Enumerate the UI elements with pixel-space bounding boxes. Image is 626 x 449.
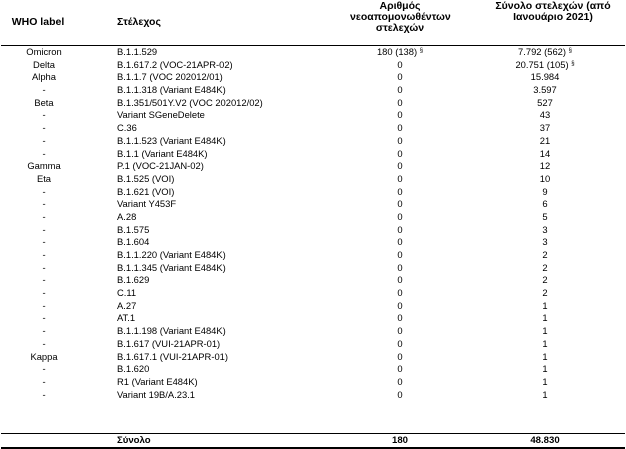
strain-cell-value: B.1.1.7 (VOC 202012/01) — [117, 71, 223, 83]
table-row — [0, 135, 626, 148]
strain-cell-value: B.1.604 — [117, 236, 150, 248]
new-count-cell — [360, 274, 440, 287]
total-count-cell-value: 1 — [542, 312, 548, 324]
table-row — [0, 236, 626, 249]
new-count-cell — [360, 262, 440, 275]
table-row — [0, 198, 626, 211]
total-count-cell — [470, 109, 620, 122]
new-count-cell-value: 0 — [397, 274, 403, 286]
who-label-cell — [2, 97, 86, 110]
table-row — [0, 122, 626, 135]
strain-cell — [117, 376, 198, 389]
header-new-count: Αριθμός νεοαπομονωθέντων στελεχών — [350, 0, 451, 34]
table-row — [0, 46, 626, 59]
strain-cell-value: Variant 19B/A.23.1 — [117, 388, 196, 400]
strain-cell — [117, 97, 263, 110]
who-label-cell — [2, 122, 86, 135]
strain-cell-value: B.1.575 — [117, 223, 150, 235]
new-count-cell — [360, 236, 440, 249]
new-count-cell-value: 0 — [397, 185, 403, 197]
who-label-cell — [2, 287, 86, 300]
total-count-cell — [470, 198, 620, 211]
who-label-cell-value: Eta — [36, 172, 52, 184]
who-label-cell-value: - — [42, 363, 46, 375]
strain-cell-value: B.1.617.1 (VUI-21APR-01) — [117, 350, 228, 362]
new-count-cell-value: 0 — [397, 363, 403, 375]
table-row — [0, 300, 626, 313]
who-label-cell — [2, 363, 86, 376]
total-count-cell — [470, 71, 620, 84]
total-count-cell-value: 3.597 — [533, 84, 557, 96]
table-row — [0, 224, 626, 237]
who-label-cell-value: - — [42, 109, 46, 121]
total-count-cell — [470, 186, 620, 199]
table-row — [0, 312, 626, 325]
total-count-cell — [470, 59, 620, 72]
new-count-cell — [360, 173, 440, 186]
who-label-cell — [2, 109, 86, 122]
who-label-cell — [2, 312, 86, 325]
total-count-cell-value: 12 — [539, 160, 551, 172]
who-label-cell — [2, 249, 86, 262]
strain-cell-value: Variant SGeneDelete — [117, 109, 205, 121]
who-label-cell-value: Alpha — [32, 71, 56, 83]
strain-cell-value: Variant Y453F — [117, 198, 177, 210]
strain-cell — [117, 325, 226, 338]
strain-cell — [117, 249, 226, 262]
total-count-cell-value: 37 — [539, 122, 551, 134]
total-count-cell — [470, 236, 620, 249]
total-count-cell-value: 14 — [539, 147, 551, 159]
who-label-cell — [2, 84, 86, 97]
who-label-cell-value: - — [42, 84, 46, 96]
strain-cell-value: B.1.1 (Variant E484K) — [117, 147, 208, 159]
table-row — [0, 363, 626, 376]
strain-cell-value: R1 (Variant E484K) — [117, 375, 198, 387]
strain-cell — [117, 59, 233, 72]
who-label-cell — [2, 351, 86, 364]
table-row — [0, 186, 626, 199]
strain-cell — [117, 363, 149, 376]
new-count-cell-value: 0 — [397, 287, 403, 299]
table-body — [0, 46, 626, 401]
strain-cell-value: B.1.351/501Y.V2 (VOC 202012/02) — [117, 96, 263, 108]
total-count-cell-value: 6 — [542, 198, 548, 210]
strain-cell-value: B.1.1.220 (Variant E484K) — [117, 249, 226, 260]
header-strain: Στέλεχος — [117, 16, 161, 28]
total-count-cell — [470, 84, 620, 97]
new-count-cell — [360, 351, 440, 364]
total-new-count: 180 — [391, 435, 408, 446]
new-count-cell-value: 0 — [397, 122, 403, 134]
total-count-cell-value: 1 — [542, 350, 548, 362]
new-count-cell-value: 0 — [397, 299, 403, 311]
who-label-cell — [2, 173, 86, 186]
total-count-cell-value: 2 — [542, 261, 548, 273]
who-label-cell-value: - — [42, 261, 46, 273]
strain-cell-value: P.1 (VOC-21JAN-02) — [117, 160, 204, 172]
table-row — [0, 59, 626, 72]
strain-cell-value: B.1.1.523 (Variant E484K) — [117, 134, 226, 146]
new-count-cell-value: 0 — [397, 96, 403, 108]
new-count-cell-value: 0 — [397, 84, 403, 96]
who-label-cell-value: - — [42, 287, 46, 299]
new-count-cell-value: 0 — [397, 71, 403, 83]
new-count-cell-value: 0 — [397, 236, 403, 248]
who-label-cell-value: - — [42, 122, 46, 134]
new-count-cell — [360, 325, 440, 338]
table-row — [0, 173, 626, 186]
strain-cell — [117, 122, 137, 135]
strain-cell-value: AT.1 — [117, 312, 136, 324]
new-count-cell — [360, 198, 440, 211]
total-count-cell — [470, 325, 620, 338]
table-row — [0, 274, 626, 287]
total-count-cell-value: 3 — [542, 223, 548, 235]
total-count-cell-value: 2 — [542, 287, 548, 299]
total-count-cell-value: 1 — [542, 388, 548, 400]
new-count-cell-value: 0 — [397, 172, 403, 184]
new-count-cell — [360, 363, 440, 376]
new-count-cell-value: 180 (138) — [376, 46, 418, 57]
strain-cell-value: B.1.525 (VOI) — [117, 172, 175, 184]
total-count-cell — [470, 262, 620, 275]
who-label-cell — [2, 198, 86, 211]
new-count-cell — [360, 300, 440, 313]
who-label-cell-value: Delta — [33, 58, 55, 70]
total-count-cell-value: 21 — [539, 134, 551, 146]
table-row — [0, 287, 626, 300]
strain-cell-value: B.1.1.529 — [117, 46, 158, 57]
who-label-cell — [2, 389, 86, 402]
new-count-cell — [360, 389, 440, 402]
strain-cell — [117, 262, 226, 275]
who-label-cell-value: - — [42, 325, 46, 337]
strain-cell — [117, 312, 135, 325]
new-count-cell — [360, 160, 440, 173]
total-count-cell — [470, 363, 620, 376]
new-count-cell-value: 0 — [397, 223, 403, 235]
table-row — [0, 148, 626, 161]
new-count-cell — [360, 71, 440, 84]
new-count-cell-value: 0 — [397, 325, 403, 337]
who-label-cell — [2, 186, 86, 199]
strain-cell — [117, 211, 136, 224]
total-count-cell — [470, 249, 620, 262]
total-count-cell — [470, 338, 620, 351]
new-count-cell — [360, 287, 440, 300]
strain-cell-value: A.27 — [117, 299, 137, 311]
who-label-cell — [2, 211, 86, 224]
table-row — [0, 389, 626, 402]
strain-cell-value: B.1.621 (VOI) — [117, 185, 175, 197]
who-label-cell-value: Kappa — [30, 350, 58, 362]
strain-cell — [117, 109, 205, 122]
total-count-cell-value: 1 — [542, 325, 548, 337]
table-row — [0, 109, 626, 122]
strain-cell — [117, 84, 226, 97]
strain-cell — [117, 300, 136, 313]
strain-cell — [117, 135, 226, 148]
who-label-cell — [2, 71, 86, 84]
new-count-cell — [360, 59, 440, 72]
who-label-cell-value: - — [42, 198, 46, 210]
new-count-cell — [360, 97, 440, 110]
total-count-cell — [470, 376, 620, 389]
table-row — [0, 97, 626, 110]
total-row — [0, 434, 626, 447]
strain-cell — [117, 389, 195, 402]
total-count-cell — [470, 389, 620, 402]
who-label-cell-value: Omicron — [26, 46, 62, 57]
new-count-cell-value: 0 — [397, 134, 403, 146]
new-count-cell — [360, 84, 440, 97]
new-count-cell-value: 0 — [397, 261, 403, 273]
total-count-cell-value: 10 — [539, 172, 551, 184]
total-count-cell-value: 43 — [539, 109, 551, 121]
strain-cell — [117, 46, 157, 59]
strain-cell-value: A.28 — [117, 210, 137, 222]
total-count-cell — [470, 148, 620, 161]
who-label-cell — [2, 59, 86, 72]
new-count-cell-value: 0 — [397, 210, 403, 222]
new-count-cell — [360, 46, 440, 59]
who-label-cell-value: - — [42, 274, 46, 286]
total-count-cell — [470, 224, 620, 237]
who-label-cell — [2, 148, 86, 161]
new-count-cell-value: 0 — [397, 109, 403, 121]
table-row — [0, 325, 626, 338]
total-count-cell-value: 5 — [542, 210, 548, 222]
header-total-count: Σύνολο στελεχών (από Ιανουάριο 2021) — [495, 0, 611, 23]
strain-cell-value: C.11 — [117, 287, 137, 299]
new-count-cell — [360, 376, 440, 389]
strain-cell — [117, 160, 204, 173]
total-count-cell-value: 2 — [542, 274, 548, 286]
total-count-cell-value: 1 — [542, 337, 548, 349]
footnote-mark: § — [568, 48, 572, 54]
new-count-cell — [360, 211, 440, 224]
new-count-cell-value: 0 — [397, 337, 403, 349]
total-count-cell — [470, 300, 620, 313]
who-label-cell-value: - — [42, 375, 46, 387]
total-count-cell — [470, 312, 620, 325]
who-label-cell-value: - — [42, 299, 46, 311]
strain-cell — [117, 287, 136, 300]
total-count-cell — [470, 274, 620, 287]
table-row — [0, 160, 626, 173]
total-count-cell — [470, 97, 620, 110]
total-count-cell — [470, 351, 620, 364]
who-label-cell — [2, 376, 86, 389]
new-count-cell — [360, 249, 440, 262]
strain-cell — [117, 224, 149, 237]
header-who-label: WHO label — [11, 16, 65, 28]
total-total-count: 48.830 — [530, 435, 560, 446]
new-count-cell-value: 0 — [397, 249, 403, 260]
who-label-cell — [2, 262, 86, 275]
who-label-cell-value: Beta — [34, 96, 54, 108]
total-count-cell-value: 1 — [542, 363, 548, 375]
strain-cell-value: B.1.620 — [117, 363, 150, 375]
table-row — [0, 262, 626, 275]
strain-cell — [117, 351, 228, 364]
who-label-cell — [2, 135, 86, 148]
total-count-cell-value: 1 — [542, 299, 548, 311]
footnote-mark: § — [571, 60, 575, 67]
total-count-cell — [470, 46, 620, 59]
who-label-cell-value: - — [42, 312, 46, 324]
who-label-cell — [2, 325, 86, 338]
table-row — [0, 249, 626, 262]
strain-cell — [117, 338, 220, 351]
total-count-cell — [470, 160, 620, 173]
who-label-cell — [2, 236, 86, 249]
total-count-cell — [470, 211, 620, 224]
strain-cell-value: B.1.1.318 (Variant E484K) — [117, 84, 226, 96]
who-label-cell-value: - — [42, 236, 46, 248]
new-count-cell — [360, 122, 440, 135]
who-label-cell-value: - — [42, 337, 46, 349]
who-label-cell-value: - — [42, 249, 46, 260]
strain-cell — [117, 198, 176, 211]
new-count-cell-value: 0 — [397, 58, 403, 70]
strain-cell-value: B.1.1.198 (Variant E484K) — [117, 325, 226, 337]
table-row — [0, 211, 626, 224]
who-label-cell-value: - — [42, 223, 46, 235]
strain-cell-value: B.1.617.2 (VOC-21APR-02) — [117, 58, 233, 70]
strain-cell — [117, 71, 223, 84]
total-count-cell — [470, 122, 620, 135]
new-count-cell — [360, 338, 440, 351]
total-count-cell-value: 7.792 (562) — [518, 46, 566, 57]
new-count-cell — [360, 148, 440, 161]
who-label-cell — [2, 46, 86, 59]
who-label-cell-value: - — [42, 185, 46, 197]
strain-cell-value: C.36 — [117, 122, 137, 134]
who-label-cell-value: - — [42, 210, 46, 222]
table-row — [0, 84, 626, 97]
new-count-cell-value: 0 — [397, 375, 403, 387]
new-count-cell-value: 0 — [397, 147, 403, 159]
who-label-cell-value: - — [42, 388, 46, 400]
total-count-cell-value: 9 — [542, 185, 548, 197]
new-count-cell-value: 0 — [397, 350, 403, 362]
who-label-cell-value: - — [42, 147, 46, 159]
total-count-cell-value: 20.751 (105) — [515, 58, 569, 70]
who-label-cell — [2, 338, 86, 351]
new-count-cell — [360, 109, 440, 122]
total-count-cell-value: 2 — [542, 249, 548, 260]
total-count-cell-value: 3 — [542, 236, 548, 248]
who-label-cell — [2, 224, 86, 237]
total-count-cell — [470, 135, 620, 148]
who-label-cell-value: - — [42, 134, 46, 146]
strain-cell-value: B.1.1.345 (Variant E484K) — [117, 261, 226, 273]
who-label-cell — [2, 274, 86, 287]
strain-cell — [117, 274, 149, 287]
new-count-cell — [360, 312, 440, 325]
table-row — [0, 351, 626, 364]
strain-cell — [117, 236, 149, 249]
new-count-cell-value: 0 — [397, 198, 403, 210]
strain-cell — [117, 186, 174, 199]
new-count-cell-value: 0 — [397, 160, 403, 172]
strain-cell — [117, 173, 174, 186]
new-count-cell-value: 0 — [397, 388, 403, 400]
new-count-cell — [360, 186, 440, 199]
who-label-cell-value: Gamma — [27, 160, 61, 172]
footnote-mark: § — [419, 48, 424, 54]
who-label-cell — [2, 160, 86, 173]
strain-cell-value: B.1.617 (VUI-21APR-01) — [117, 337, 221, 349]
table-row — [0, 71, 626, 84]
total-count-cell — [470, 173, 620, 186]
total-count-cell-value: 15.984 — [530, 71, 560, 83]
total-count-cell — [470, 287, 620, 300]
new-count-cell — [360, 224, 440, 237]
total-label: Σύνολο — [117, 435, 151, 446]
strain-cell — [117, 148, 208, 161]
table-row — [0, 376, 626, 389]
total-count-cell-value: 1 — [542, 375, 548, 387]
new-count-cell — [360, 135, 440, 148]
new-count-cell-value: 0 — [397, 312, 403, 324]
table-header — [0, 0, 626, 44]
total-count-cell-value: 527 — [537, 96, 553, 108]
strain-cell-value: B.1.629 — [117, 274, 150, 286]
who-label-cell — [2, 300, 86, 313]
table-row — [0, 338, 626, 351]
